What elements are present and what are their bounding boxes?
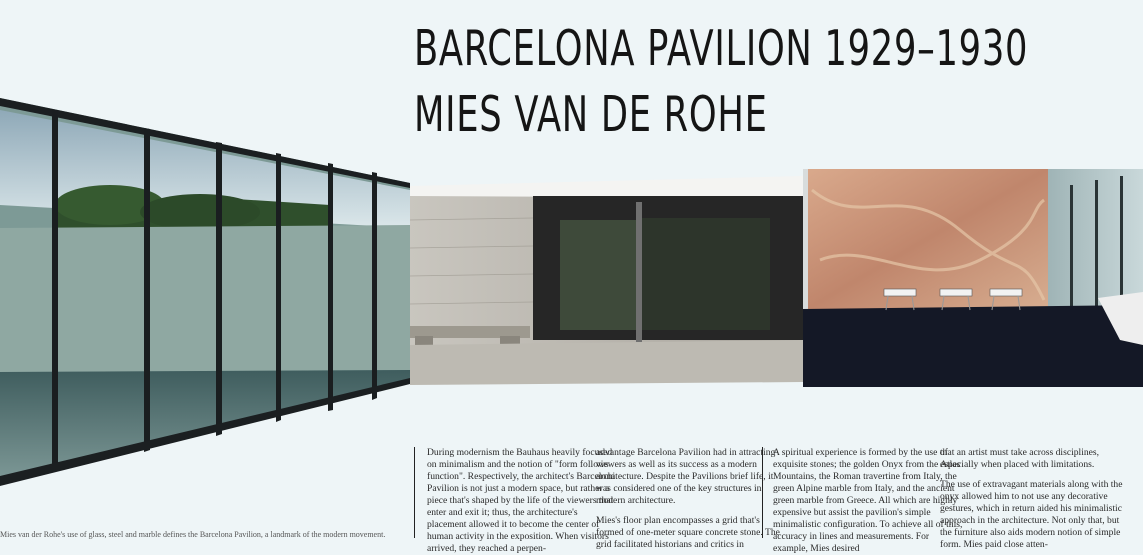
paragraph: that an artist must take across disciplines, especially when placed with limitations.: [940, 447, 1100, 470]
text-column-3: [773, 447, 963, 554]
onyx-wall-photo: [803, 169, 1143, 387]
page-subtitle: MIES VAN DE ROHE: [414, 86, 768, 143]
photo-caption: Mies van der Rohe's use of glass, steel and marble defines the Barcelona Pavilion, a landmark of the modern movement.: [0, 530, 386, 539]
paragraph: During modernism the Bauhaus heavily focused on minimalism and the notion of "form follows function". Respectively, the architect's Barcelona Pavilion is not just a modern space, but rather a piece that's shaped by the life of the viewers that enter and exit it; thus, the architecture's placement allowed it to become the center of human activity in the exposition. When visitors arrived, they reached a perpen-: [427, 447, 616, 554]
travertine-bench-photo: [410, 176, 803, 385]
paragraph: The use of extravagant materials along with the onyx allowed him to not use any decorative gestures, which in return aided his minimalistic approach in the architecture. Not only that, but the furniture also aids modern notion of simple form. Mies paid close atten-: [940, 479, 1123, 550]
page-title: BARCELONA PAVILION 1929–1930: [414, 20, 1029, 77]
column-rule-left: [414, 447, 415, 538]
text-column-2: [596, 447, 786, 550]
paragraph: advantage Barcelona Pavilion had in attracting viewers as well as its success as a modern architecture. Despite the Pavilions brief life, it was considered one of the key structures in modern architecture.: [596, 447, 776, 506]
paragraph: Mies's floor plan encompasses a grid that's formed of one-meter square concrete stone. The grid facilitated historians and critics in: [596, 515, 780, 550]
glass-wall-photo: [0, 98, 410, 486]
text-column-4: [940, 447, 1130, 550]
text-column-1: [427, 447, 617, 554]
paragraph: A spiritual experience is formed by the use of exquisite stones; the golden Onyx from the Atlas Mountains, the Roman travertine from Italy, the green Alpine marble from Italy, and the ancient green marble from Greece. All which are highly expensive but assist the pavilion's simple minimalistic configuration. To achieve all of this, accuracy in lines and measurements. For example, Mies desired: [773, 447, 963, 554]
